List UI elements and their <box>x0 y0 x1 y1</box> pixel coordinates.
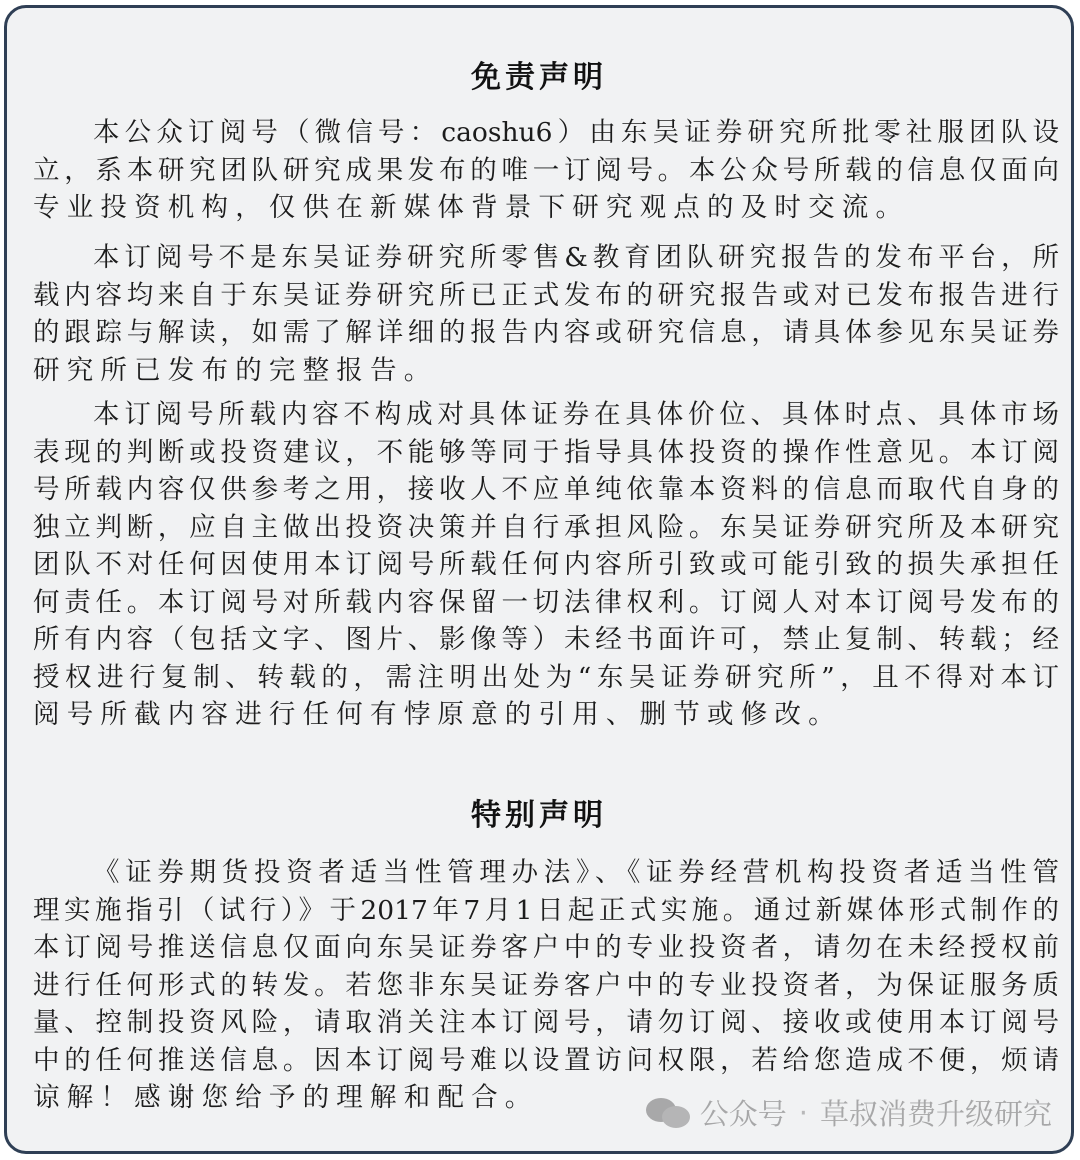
text-line: 授权进行复制、转载的，需注明出处为“东吴证券研究所”，且不得对本订 <box>33 661 1059 693</box>
text-line: 所有内容（包括文字、图片、影像等）未经书面许可，禁止复制、转载；经 <box>33 624 1059 655</box>
paragraph-intro <box>33 114 1059 227</box>
watermark-account: 草叔消费升级研究 <box>819 1097 1052 1131</box>
text-line: 的跟踪与解读，如需了解详细的报告内容或研究信息，请具体参见东吴证券 <box>33 317 1059 348</box>
text-line: 何责任。本订阅号对所载内容保留一切法律权利。订阅人对本订阅号发布的 <box>33 586 1059 618</box>
text-line: 专业投资机构，仅供在新媒体背景下研究观点的及时交流。 <box>33 192 910 223</box>
text-line: 载内容均来自于东吴证券研究所已正式发布的研究报告或对已发布报告进行 <box>33 279 1059 311</box>
disclaimer-frame <box>4 5 1074 1154</box>
paragraph-liability <box>33 396 1059 734</box>
paragraph-suitability <box>33 854 1059 1117</box>
section-title-disclaimer: 免责声明 <box>471 60 607 95</box>
text-line: 进行任何形式的转发。若您非东吴证券客户中的专业投资者，为保证服务质 <box>33 969 1059 1001</box>
section-title-special-notice: 特别声明 <box>471 798 607 833</box>
text-line: 立，系本研究团队研究成果发布的唯一订阅号。本公众号所载的信息仅面向 <box>33 154 1059 186</box>
text-line: 表现的判断或投资建议，不能够等同于指导具体投资的操作性意见。本订阅 <box>33 436 1059 468</box>
text-line: 本订阅号推送信息仅面向东吴证券客户中的专业投资者，请勿在未经授权前 <box>33 932 1059 963</box>
text-line: 中的任何推送信息。因本订阅号难以设置访问权限，若给您造成不便，烦请 <box>33 1044 1059 1076</box>
text-line: 号所载内容仅供参考之用，接收人不应单纯依靠本资料的信息而取代自身的 <box>33 474 1059 505</box>
text-line: 本公众订阅号（微信号：caoshu6）由东吴证券研究所批零社服团队设 <box>93 117 1059 148</box>
text-line: 本订阅号不是东吴证券研究所零售&教育团队研究报告的发布平台，所 <box>93 242 1059 273</box>
text-line: 《证券期货投资者适当性管理办法》、《证券经营机构投资者适当性管 <box>93 857 1059 888</box>
text-line: 独立判断，应自主做出投资决策并自行承担风险。东吴证券研究所及本研究 <box>33 511 1059 543</box>
watermark-separator: · <box>798 1095 808 1130</box>
wechat-icon <box>646 1096 694 1130</box>
text-line: 团队不对任何因使用本订阅号所载任何内容所引致或可能引致的损失承担任 <box>33 549 1059 580</box>
text-line: 研究所已发布的完整报告。 <box>33 354 438 386</box>
text-line: 阅号所截内容进行任何有悖原意的引用、删节或修改。 <box>33 699 842 730</box>
text-line: 量、控制投资风险，请取消关注本订阅号，请勿订阅、接收或使用本订阅号 <box>33 1007 1059 1038</box>
text-line: 谅解！感谢您给予的理解和配合。 <box>33 1082 539 1113</box>
watermark-label: 公众号 <box>699 1097 787 1131</box>
watermark <box>646 1092 1052 1133</box>
paragraph-platform <box>33 239 1059 389</box>
text-line: 理实施指引（试行）》于2017年7月1日起正式实施。通过新媒体形式制作的 <box>33 894 1059 926</box>
text-line: 本订阅号所载内容不构成对具体证券在具体价位、具体时点、具体市场 <box>93 399 1059 430</box>
